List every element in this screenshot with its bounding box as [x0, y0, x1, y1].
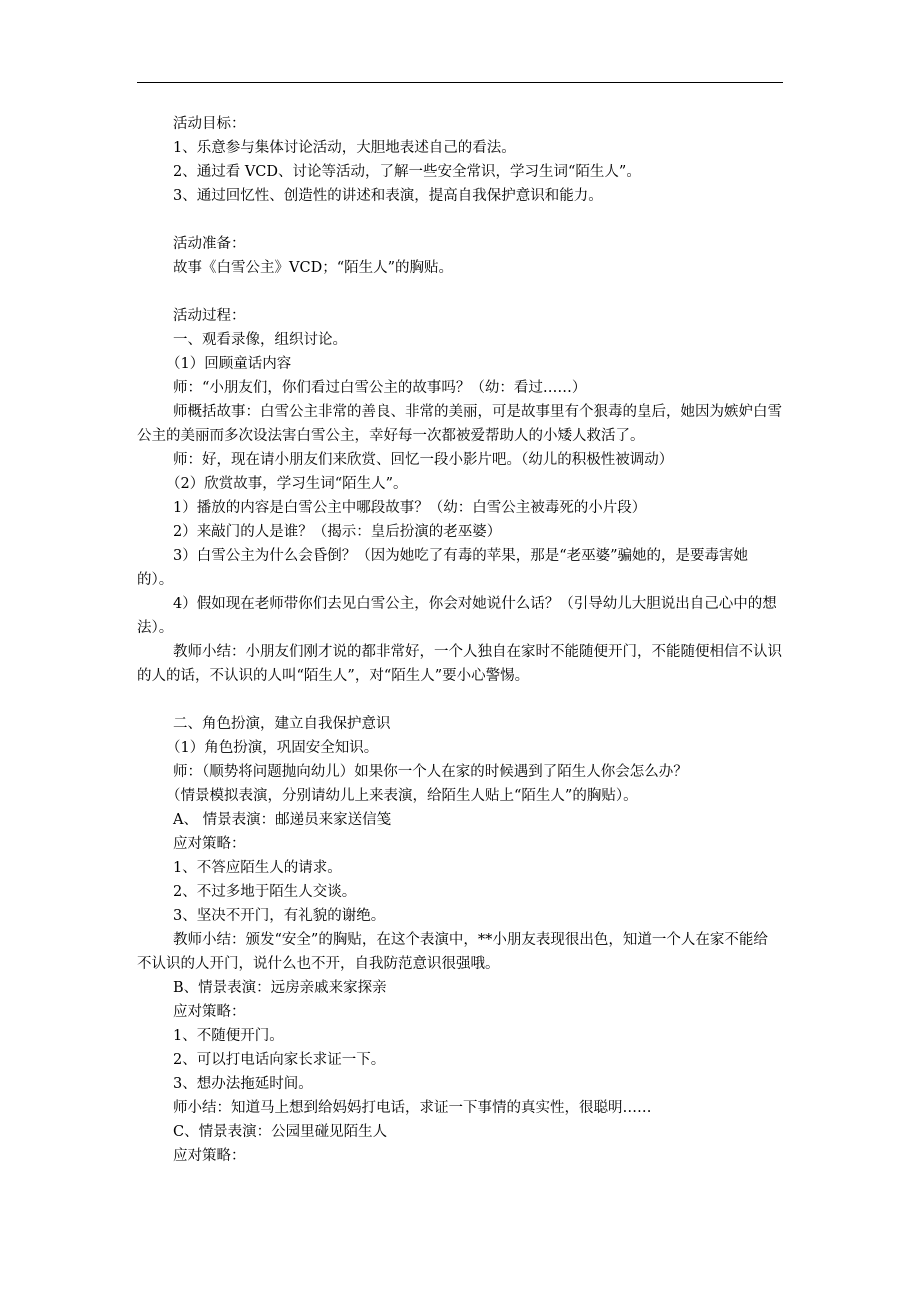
scene-b-item-2: 2、可以打电话向家长求证一下。 [173, 1052, 386, 1068]
scene-a-item-3: 3、坚决不开门，有礼貌的谢绝。 [173, 908, 386, 924]
part1-question-3: 3）白雪公主为什么会昏倒？（因为她吃了有毒的苹果，那是“老巫婆”骗她的，是要毒害她的）。 [137, 548, 749, 588]
scene-a-title: A、 情景表演：邮递员来家送信笺 [173, 812, 392, 828]
scene-c-title: C、情景表演：公园里碰见陌生人 [173, 1124, 388, 1140]
part1-summary: 教师小结：小朋友们刚才说的都非常好，一个人独自在家时不能随便开门，不能随便相信不认识的人的话，不认识的人叫“陌生人”，对“陌生人”要小心警惕。 [137, 644, 782, 684]
part2-sub1: （1）角色扮演，巩固安全知识。 [166, 740, 379, 756]
goal-item-1: 1、乐意参与集体讨论活动，大胆地表述自己的看法。 [173, 140, 516, 156]
document-body [137, 112, 782, 1168]
part2-teacher1: 师：（顺势将问题抛向幼儿）如果你一个人在家的时候遇到了陌生人你会怎么办？ [173, 764, 688, 780]
scene-b-summary: 师小结：知道马上想到给妈妈打电话，求证一下事情的真实性，很聪明…… [173, 1100, 652, 1116]
goal-heading: 活动目标： [173, 116, 246, 132]
scene-a-strategy-label: 应对策略： [173, 836, 246, 852]
scene-c-strategy-label: 应对策略： [173, 1148, 246, 1164]
part1-question-4: 4）假如现在老师带你们去见白雪公主，你会对她说什么话？（引导幼儿大胆说出自己心中的想法）。 [137, 596, 777, 636]
part1-teacher2: 师：好，现在请小朋友们来欣赏、回忆一段小影片吧。（幼儿的积极性被调动） [173, 452, 674, 468]
header-rule [137, 82, 783, 83]
scene-a-item-1: 1、不答应陌生人的请求。 [173, 860, 342, 876]
part1-teacher1: 师：“小朋友们，你们看过白雪公主的故事吗？（幼：看过……） [173, 380, 587, 396]
part1-title: 一、观看录像，组织讨论。 [173, 332, 347, 348]
scene-b-item-1: 1、不随便开门。 [173, 1028, 284, 1044]
part1-sub2: （2）欣赏故事，学习生词“陌生人”。 [166, 476, 408, 492]
scene-b-item-3: 3、想办法拖延时间。 [173, 1076, 313, 1092]
spacer [137, 688, 782, 712]
part1-sub1: （1）回顾童话内容 [166, 356, 292, 372]
part1-question-1: 1）播放的内容是白雪公主中哪段故事？（幼：白雪公主被毒死的小片段） [173, 500, 647, 516]
process-heading: 活动过程： [173, 308, 246, 324]
prep-text: 故事《白雪公主》VCD；“陌生人”的胸贴。 [173, 260, 454, 276]
goal-item-3: 3、通过回忆性、创造性的讲述和表演，提高自我保护意识和能力。 [173, 188, 603, 204]
scene-a-item-2: 2、不过多地于陌生人交谈。 [173, 884, 357, 900]
goal-item-2: 2、通过看 VCD、讨论等活动，了解一些安全常识，学习生词“陌生人”。 [173, 164, 641, 180]
spacer [137, 208, 782, 232]
part2-title: 二、角色扮演，建立自我保护意识 [173, 716, 391, 732]
part1-teacher-story: 师概括故事：白雪公主非常的善良、非常的美丽，可是故事里有个狠毒的皇后，她因为嫉妒白雪公主的美丽而多次设法害白雪公主，幸好每一次都被爱帮助人的小矮人救活了。 [137, 404, 782, 444]
scene-b-title: B、情景表演：远房亲戚来家探亲 [173, 980, 387, 996]
part1-question-2: 2）来敲门的人是谁？（揭示：皇后扮演的老巫婆） [173, 524, 502, 540]
spacer [137, 280, 782, 304]
scene-b-strategy-label: 应对策略： [173, 1004, 246, 1020]
scene-a-summary: 教师小结：颁发“安全”的胸贴，在这个表演中，**小朋友表现很出色，知道一个人在家不能给不认识的人开门，说什么也不开，自我防范意识很强哦。 [137, 932, 768, 972]
prep-heading: 活动准备： [173, 236, 246, 252]
part2-note: （情景模拟表演，分别请幼儿上来表演，给陌生人贴上“陌生人”的胸贴）。 [166, 788, 638, 804]
